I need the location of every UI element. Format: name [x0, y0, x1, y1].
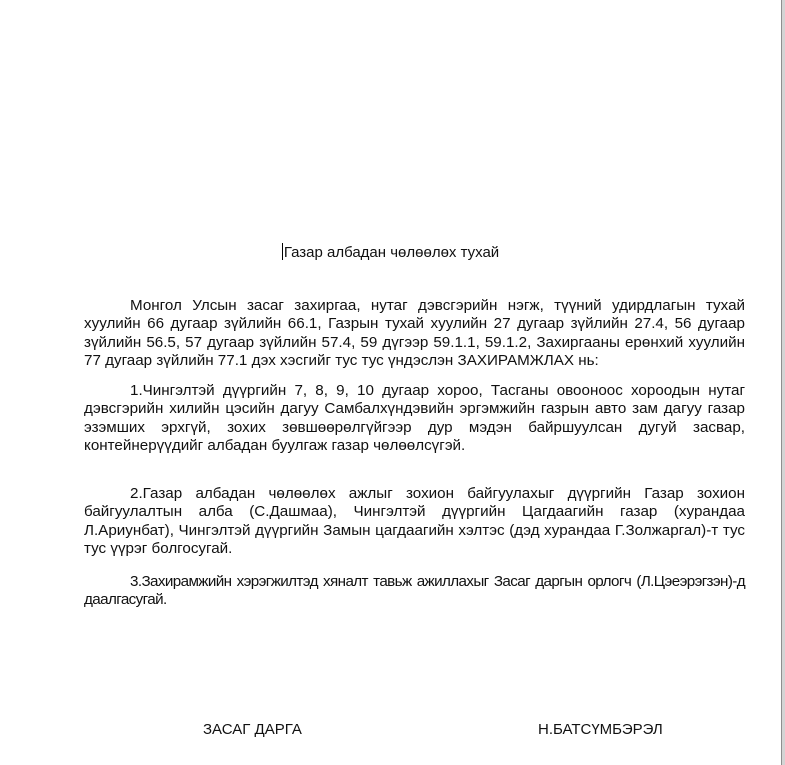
preamble-paragraph: Монгол Улсын засаг захиргаа, нутаг дэвсгэрийн нэгж, түүний удирдлагын тухай хуулийн 66 дугаар зүйлийн 66.1, Газрын тухай хуулийн 27 дугаар зүйлийн 27.4, 56 дугаар зүйлийн 56.5, 57 дугаар зүйлийн 57.4, 59 дүгээр 59.1.1, 59.1.2, Захиргааны ерөнхий хуулийн 77 дугаар зүйлийн 77.1 дэх хэсгийг тус тус үндэслэн ЗАХИРАМЖЛАХ нь: [84, 297, 745, 370]
page-edge-divider [781, 0, 785, 765]
signature-name: Н.БАТСҮМБЭРЭЛ [538, 721, 663, 738]
text-cursor [282, 243, 283, 260]
document-title [0, 243, 781, 262]
document-title-text: Газар албадан чөлөөлөх тухай [283, 244, 500, 261]
clause-2-paragraph: 2.Газар албадан чөлөөлөх ажлыг зохион байгуулахыг дүүргийн Газар зохион байгуулалтын алба (С.Дашмаа), Чингэлтэй дүүргийн Цагдаагийн газар (хурандаа Л.Ариунбат), Чингэлтэй дүүргийн Замын цагдаагийн хэлтэс (дэд хурандаа Г.Золжаргал)-т тус тус үүрэг болгосугай. [84, 485, 745, 558]
clause-3-paragraph: 3.Захирамжийн хэрэгжилтэд хяналт тавьж ажиллахыг Засаг даргын орлогч (Л.Цэеэрэгзэн)-д даалгасугай. [84, 573, 745, 609]
signature-position: ЗАСАГ ДАРГА [203, 721, 302, 738]
clause-1-paragraph: 1.Чингэлтэй дүүргийн 7, 8, 9, 10 дугаар хороо, Тасганы овооноос хороодын нутаг дэвсгэрийн хилийн цэсийн дагуу Самбалхүндэвийн эргэмжийн газрын авто зам дагуу газар эзэмших эрхгүй, зохих зөвшөөрөлгүйгээр дур мэдэн байршуулсан дугуй засвар, контейнерүүдийг албадан буулгаж газар чөлөөлсүгэй. [84, 382, 745, 455]
